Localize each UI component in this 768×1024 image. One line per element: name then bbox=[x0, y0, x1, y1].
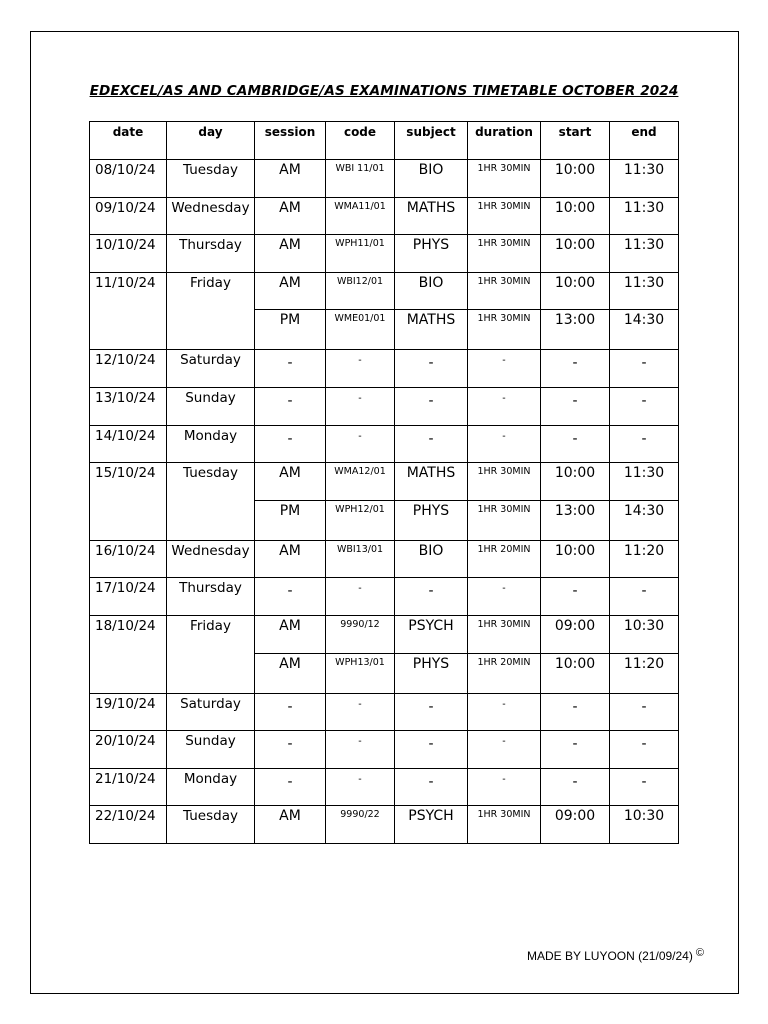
cell-day: Friday bbox=[167, 272, 255, 350]
cell-start: - bbox=[541, 350, 610, 388]
header-date: date bbox=[90, 122, 167, 160]
cell-date: 10/10/24 bbox=[90, 235, 167, 273]
cell-start: - bbox=[541, 387, 610, 425]
cell-subject: - bbox=[395, 387, 468, 425]
table-row bbox=[90, 350, 679, 388]
cell-duration: - bbox=[468, 578, 541, 616]
cell-day: Sunday bbox=[167, 387, 255, 425]
cell-session: - bbox=[255, 731, 326, 769]
cell-subject: BIO bbox=[395, 272, 468, 310]
table-row bbox=[90, 615, 679, 653]
cell-session: - bbox=[255, 387, 326, 425]
cell-subject: - bbox=[395, 693, 468, 731]
table-row bbox=[90, 197, 679, 235]
cell-day: Thursday bbox=[167, 578, 255, 616]
cell-session: AM bbox=[255, 463, 326, 501]
cell-session: - bbox=[255, 693, 326, 731]
cell-code: WME01/01 bbox=[326, 310, 395, 350]
table-row bbox=[90, 272, 679, 310]
cell-session: PM bbox=[255, 310, 326, 350]
cell-subject: - bbox=[395, 578, 468, 616]
table-row bbox=[90, 463, 679, 501]
cell-duration: 1HR 30MIN bbox=[468, 615, 541, 653]
cell-code: - bbox=[326, 387, 395, 425]
cell-day: Monday bbox=[167, 768, 255, 806]
cell-duration: - bbox=[468, 731, 541, 769]
cell-end: 11:20 bbox=[610, 540, 679, 578]
cell-date: 18/10/24 bbox=[90, 615, 167, 693]
table-row bbox=[90, 731, 679, 769]
cell-session: - bbox=[255, 768, 326, 806]
cell-start: 10:00 bbox=[541, 463, 610, 501]
cell-code: - bbox=[326, 578, 395, 616]
cell-date: 11/10/24 bbox=[90, 272, 167, 350]
footer-credit: MADE BY LUYOON (21/09/24) bbox=[527, 949, 693, 963]
cell-day: Wednesday bbox=[167, 197, 255, 235]
cell-end: 11:20 bbox=[610, 653, 679, 693]
cell-date: 14/10/24 bbox=[90, 425, 167, 463]
cell-end: - bbox=[610, 387, 679, 425]
cell-day: Thursday bbox=[167, 235, 255, 273]
cell-code: WMA11/01 bbox=[326, 197, 395, 235]
cell-duration: 1HR 30MIN bbox=[468, 463, 541, 501]
cell-start: 10:00 bbox=[541, 653, 610, 693]
page-title: EDEXCEL/AS AND CAMBRIDGE/AS EXAMINATIONS TIMETABLE OCTOBER 2024 bbox=[89, 83, 679, 99]
footer bbox=[527, 949, 704, 963]
cell-day: Tuesday bbox=[167, 160, 255, 198]
cell-date: 19/10/24 bbox=[90, 693, 167, 731]
header-row bbox=[90, 122, 679, 160]
cell-code: - bbox=[326, 350, 395, 388]
cell-end: - bbox=[610, 693, 679, 731]
cell-session: AM bbox=[255, 615, 326, 653]
header-session: session bbox=[255, 122, 326, 160]
timetable-body bbox=[90, 160, 679, 844]
cell-start: - bbox=[541, 731, 610, 769]
cell-code: WMA12/01 bbox=[326, 463, 395, 501]
cell-start: - bbox=[541, 768, 610, 806]
cell-start: 09:00 bbox=[541, 806, 610, 844]
cell-day: Wednesday bbox=[167, 540, 255, 578]
header-code: code bbox=[326, 122, 395, 160]
table-row bbox=[90, 235, 679, 273]
cell-session: AM bbox=[255, 540, 326, 578]
header-duration: duration bbox=[468, 122, 541, 160]
cell-session: AM bbox=[255, 160, 326, 198]
cell-day: Sunday bbox=[167, 731, 255, 769]
cell-end: - bbox=[610, 768, 679, 806]
cell-session: - bbox=[255, 578, 326, 616]
cell-session: AM bbox=[255, 272, 326, 310]
table-row bbox=[90, 540, 679, 578]
cell-day: Saturday bbox=[167, 350, 255, 388]
cell-code: - bbox=[326, 425, 395, 463]
cell-duration: 1HR 30MIN bbox=[468, 806, 541, 844]
cell-date: 21/10/24 bbox=[90, 768, 167, 806]
cell-start: 09:00 bbox=[541, 615, 610, 653]
cell-day: Friday bbox=[167, 615, 255, 693]
cell-session: PM bbox=[255, 500, 326, 540]
cell-start: 10:00 bbox=[541, 272, 610, 310]
cell-code: - bbox=[326, 693, 395, 731]
cell-date: 16/10/24 bbox=[90, 540, 167, 578]
timetable bbox=[89, 121, 679, 844]
cell-duration: - bbox=[468, 350, 541, 388]
cell-date: 09/10/24 bbox=[90, 197, 167, 235]
cell-end: 11:30 bbox=[610, 235, 679, 273]
cell-code: WBI13/01 bbox=[326, 540, 395, 578]
cell-subject: BIO bbox=[395, 160, 468, 198]
table-row bbox=[90, 425, 679, 463]
cell-start: 10:00 bbox=[541, 160, 610, 198]
cell-end: - bbox=[610, 425, 679, 463]
cell-duration: 1HR 20MIN bbox=[468, 653, 541, 693]
cell-end: 14:30 bbox=[610, 500, 679, 540]
cell-code: 9990/22 bbox=[326, 806, 395, 844]
cell-session: AM bbox=[255, 806, 326, 844]
cell-session: AM bbox=[255, 653, 326, 693]
cell-end: 11:30 bbox=[610, 197, 679, 235]
cell-date: 08/10/24 bbox=[90, 160, 167, 198]
cell-start: - bbox=[541, 693, 610, 731]
cell-subject: PSYCH bbox=[395, 615, 468, 653]
cell-start: 13:00 bbox=[541, 500, 610, 540]
cell-session: - bbox=[255, 425, 326, 463]
cell-start: 13:00 bbox=[541, 310, 610, 350]
cell-day: Tuesday bbox=[167, 806, 255, 844]
cell-date: 13/10/24 bbox=[90, 387, 167, 425]
cell-end: 11:30 bbox=[610, 272, 679, 310]
cell-subject: MATHS bbox=[395, 197, 468, 235]
cell-day: Saturday bbox=[167, 693, 255, 731]
header-start: start bbox=[541, 122, 610, 160]
cell-subject: PSYCH bbox=[395, 806, 468, 844]
table-row bbox=[90, 768, 679, 806]
cell-date: 12/10/24 bbox=[90, 350, 167, 388]
cell-code: WPH11/01 bbox=[326, 235, 395, 273]
cell-duration: 1HR 30MIN bbox=[468, 160, 541, 198]
cell-subject: MATHS bbox=[395, 463, 468, 501]
cell-date: 22/10/24 bbox=[90, 806, 167, 844]
cell-day: Tuesday bbox=[167, 463, 255, 541]
cell-code: WPH12/01 bbox=[326, 500, 395, 540]
header-day: day bbox=[167, 122, 255, 160]
cell-end: - bbox=[610, 350, 679, 388]
cell-subject: PHYS bbox=[395, 653, 468, 693]
header-subject: subject bbox=[395, 122, 468, 160]
table-row bbox=[90, 693, 679, 731]
table-row bbox=[90, 387, 679, 425]
cell-subject: - bbox=[395, 350, 468, 388]
cell-subject: MATHS bbox=[395, 310, 468, 350]
table-row bbox=[90, 578, 679, 616]
cell-end: - bbox=[610, 578, 679, 616]
cell-session: AM bbox=[255, 235, 326, 273]
header-end: end bbox=[610, 122, 679, 160]
cell-date: 15/10/24 bbox=[90, 463, 167, 541]
cell-end: 10:30 bbox=[610, 615, 679, 653]
cell-subject: - bbox=[395, 425, 468, 463]
cell-day: Monday bbox=[167, 425, 255, 463]
cell-code: - bbox=[326, 731, 395, 769]
cell-start: 10:00 bbox=[541, 197, 610, 235]
cell-end: 10:30 bbox=[610, 806, 679, 844]
cell-end: 11:30 bbox=[610, 160, 679, 198]
cell-duration: - bbox=[468, 387, 541, 425]
cell-duration: - bbox=[468, 768, 541, 806]
cell-subject: PHYS bbox=[395, 500, 468, 540]
cell-start: 10:00 bbox=[541, 235, 610, 273]
cell-session: AM bbox=[255, 197, 326, 235]
cell-subject: - bbox=[395, 731, 468, 769]
cell-date: 17/10/24 bbox=[90, 578, 167, 616]
cell-subject: BIO bbox=[395, 540, 468, 578]
copyright-icon: © bbox=[695, 947, 704, 959]
cell-duration: - bbox=[468, 425, 541, 463]
table-row bbox=[90, 806, 679, 844]
cell-subject: - bbox=[395, 768, 468, 806]
cell-start: - bbox=[541, 425, 610, 463]
table-row bbox=[90, 160, 679, 198]
cell-duration: - bbox=[468, 693, 541, 731]
cell-start: - bbox=[541, 578, 610, 616]
cell-end: 11:30 bbox=[610, 463, 679, 501]
cell-duration: 1HR 30MIN bbox=[468, 500, 541, 540]
cell-code: WBI 11/01 bbox=[326, 160, 395, 198]
cell-start: 10:00 bbox=[541, 540, 610, 578]
cell-duration: 1HR 30MIN bbox=[468, 310, 541, 350]
cell-end: 14:30 bbox=[610, 310, 679, 350]
cell-duration: 1HR 30MIN bbox=[468, 197, 541, 235]
cell-duration: 1HR 30MIN bbox=[468, 272, 541, 310]
cell-code: - bbox=[326, 768, 395, 806]
cell-code: 9990/12 bbox=[326, 615, 395, 653]
cell-code: WPH13/01 bbox=[326, 653, 395, 693]
cell-date: 20/10/24 bbox=[90, 731, 167, 769]
cell-duration: 1HR 30MIN bbox=[468, 235, 541, 273]
cell-code: WBI12/01 bbox=[326, 272, 395, 310]
cell-duration: 1HR 20MIN bbox=[468, 540, 541, 578]
cell-end: - bbox=[610, 731, 679, 769]
cell-session: - bbox=[255, 350, 326, 388]
cell-subject: PHYS bbox=[395, 235, 468, 273]
